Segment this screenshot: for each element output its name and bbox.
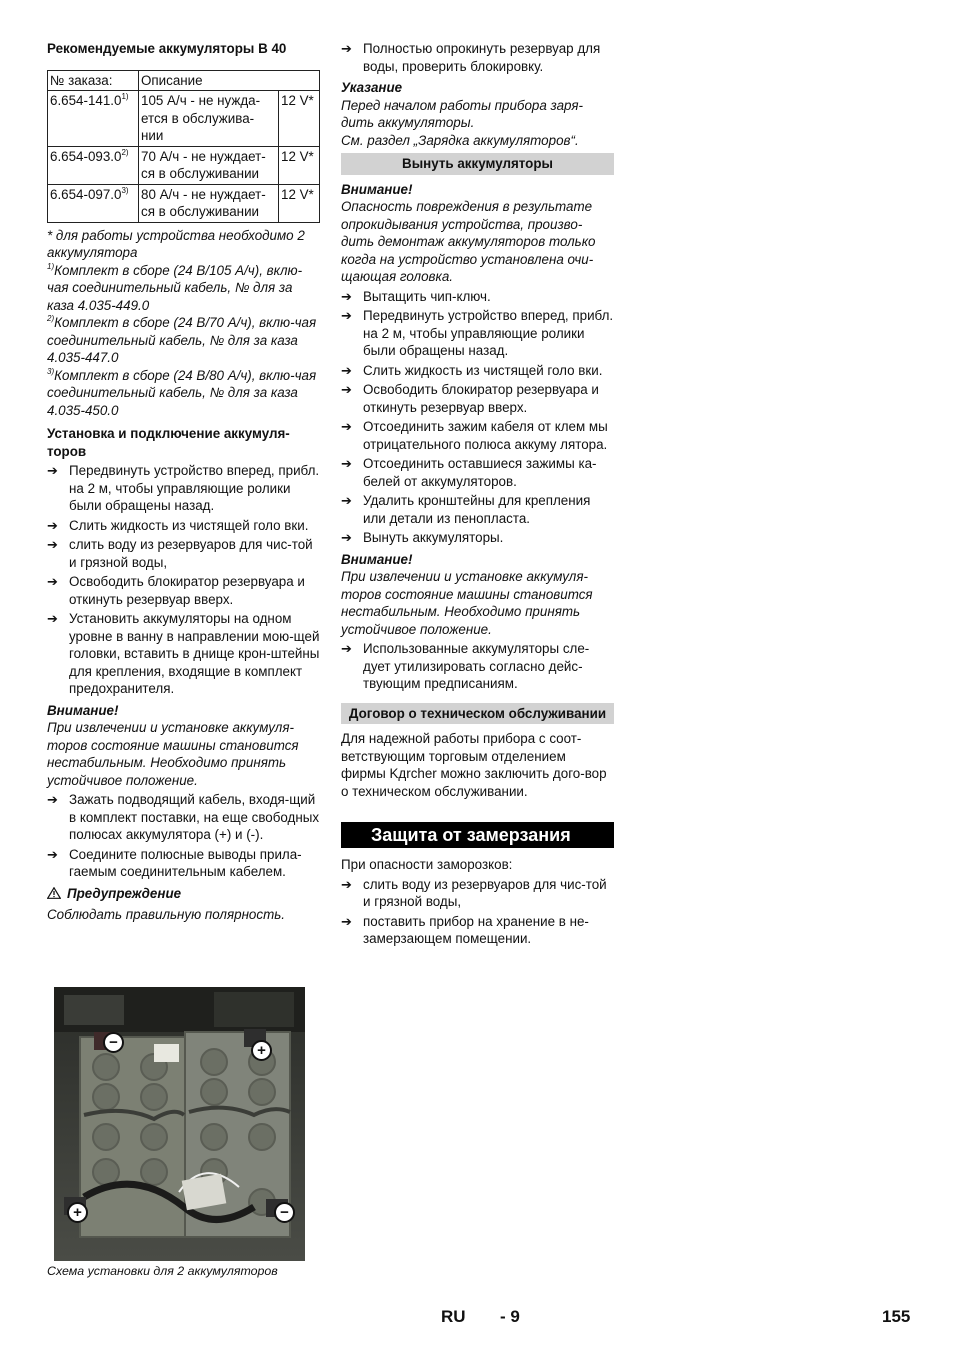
arrow-icon: ➔ xyxy=(341,41,352,56)
note-label: Указание xyxy=(341,80,403,95)
list-item: ➔ Передвинуть устройство вперед, прибл. на 2 м, чтобы управляющие ролики были обращены назад. xyxy=(47,463,320,513)
arrow-icon: ➔ xyxy=(47,792,58,807)
arrow-icon: ➔ xyxy=(341,362,352,378)
table-title: Рекомендуемые аккумуляторы B 40 xyxy=(47,41,287,56)
battery-installation-photo xyxy=(54,987,305,1261)
battery-table xyxy=(47,70,320,223)
minus-terminal-marker: − xyxy=(103,1032,124,1053)
arrow-icon: ➔ xyxy=(47,846,58,862)
service-contract-heading: Договор о техническом обслуживании xyxy=(341,703,614,725)
plus-terminal-marker: + xyxy=(251,1040,272,1061)
list-item: ➔ Слить жидкость из чистящей голо вки. xyxy=(341,362,603,378)
attention-text: При извлечении и установке аккумуля-торов состояние машины становится нестабильным. Необходимо принять устойчивое положение. xyxy=(47,720,299,788)
note-text: Перед началом работы прибора заря-дить аккумуляторы. xyxy=(341,97,583,130)
voltage-cell: 12 V* xyxy=(279,91,320,147)
arrow-icon: ➔ xyxy=(341,419,352,434)
arrow-icon: ➔ xyxy=(47,611,58,626)
list-item: ➔ Зажать подводящий кабель, входя-щий в комплект поставки, на еще свободных полюсах аккумулятора (+) и (-). xyxy=(47,792,320,842)
photo-caption: Схема установки для 2 аккумуляторов xyxy=(47,1264,278,1278)
table-row xyxy=(48,184,320,222)
arrow-icon: ➔ xyxy=(341,641,352,656)
attention-text: При извлечении и установке аккумуля-торов состояние машины становится нестабильным. Необходимо принять устойчивое положение. xyxy=(341,569,593,637)
order-number: 6.654-097.0 xyxy=(50,186,122,202)
table-row xyxy=(48,91,320,147)
list-item: ➔ Отсоединить зажим кабеля от клем мы отрицательного полюса аккуму лятора. xyxy=(341,419,608,452)
list-item: ➔ Отсоединить оставшиеся зажимы ка-белей от аккумуляторов. xyxy=(341,456,597,489)
list-item: ➔ поставить прибор на хранение в не-замерзающем помещении. xyxy=(341,913,589,946)
list-item: ➔ Использованные аккумуляторы сле-дует утилизировать согласно дейс-твующим предписаниям. xyxy=(341,641,590,691)
arrow-icon: ➔ xyxy=(47,517,58,533)
description-cell: 70 А/ч - не нуждает-ся в обслуживании xyxy=(139,146,279,184)
list-item: ➔ Вытащить чип-ключ. xyxy=(341,288,491,304)
footnote: $^{3)}$Комплект в сборе (24 В/80 А/ч), вклю-чая соединительный кабель, № для за каза 4.035-450.0 xyxy=(47,366,317,418)
list-item: ➔ Слить жидкость из чистящей голо вки. xyxy=(47,517,309,533)
list-item: ➔ Удалить кронштейны для крепления или детали из пенопласта. xyxy=(341,493,591,526)
arrow-icon: ➔ xyxy=(47,574,58,589)
list-item: ➔ Вынуть аккумуляторы. xyxy=(341,530,504,545)
footnote-ref: 2) xyxy=(121,147,129,157)
attention-label: Внимание! xyxy=(341,551,413,567)
arrow-icon: ➔ xyxy=(47,537,58,552)
arrow-icon: ➔ xyxy=(47,463,58,478)
header-description: Описание xyxy=(139,70,320,91)
attention-label: Внимание! xyxy=(47,702,119,718)
list-item: ➔ Установить аккумуляторы на одном уровне в ванну в направлении мою-щей головки, вставить в днище крон-штейны для крепления, входящие в комплект предохранителя. xyxy=(47,611,320,696)
list-item: ➔ Освободить блокиратор резервуара и откинуть резервуар вверх. xyxy=(341,382,599,415)
header-order: № заказа: xyxy=(48,70,139,91)
list-item: ➔ Полностью опрокинуть резервуар для воды, проверить блокировку. xyxy=(341,41,601,74)
arrow-icon: ➔ xyxy=(341,530,352,545)
footnote-ref: 1) xyxy=(121,92,129,101)
battery-photo-drawing xyxy=(54,987,305,1261)
voltage-cell: 12 V* xyxy=(279,146,320,184)
order-number: 6.654-141.0 xyxy=(50,93,122,108)
arrow-icon: ➔ xyxy=(341,308,352,323)
list-item: ➔ слить воду из резервуаров для чис-той и грязной воды, xyxy=(341,876,607,909)
warning-text: Соблюдать правильную полярность. xyxy=(47,907,285,922)
list-item: ➔ Освободить блокиратор резервуара и откинуть резервуар вверх. xyxy=(47,574,305,607)
plus-terminal-marker: + xyxy=(67,1202,88,1223)
right-column xyxy=(341,40,614,948)
arrow-icon: ➔ xyxy=(341,876,352,892)
arrow-icon: ➔ xyxy=(341,288,352,304)
order-number: 6.654-093.0 xyxy=(50,148,122,164)
warning-heading: Предупреждение xyxy=(47,885,320,903)
attention-label: Внимание! xyxy=(341,181,413,197)
frost-protection-heading: Защита от замерзания xyxy=(341,822,614,848)
attention-text: Опасность повреждения в результате опрокидывания устройства, произво-дить демонтаж аккумуляторов только когда на устройство установлена очи-щающая головка. xyxy=(341,199,596,284)
arrow-icon: ➔ xyxy=(341,456,352,471)
remove-batteries-heading: Вынуть аккумуляторы xyxy=(341,153,614,175)
list-item: ➔ слить воду из резервуаров для чис-той и грязной воды, xyxy=(47,537,313,570)
list-item: ➔ Соедините полюсные выводы прила-гаемым соединительным кабелем. xyxy=(47,846,302,879)
footer-language: RU xyxy=(441,1307,466,1326)
footer-section-page: - 9 xyxy=(500,1307,520,1326)
description-cell: 80 А/ч - не нуждает-ся в обслуживании xyxy=(139,184,279,222)
list-item: ➔ Передвинуть устройство вперед, прибл. на 2 м, чтобы управляющие ролики были обращены назад. xyxy=(341,308,614,358)
arrow-icon: ➔ xyxy=(341,382,352,397)
arrow-icon: ➔ xyxy=(341,493,352,508)
note-star: * для работы устройства необходимо 2 аккумулятора xyxy=(47,227,305,260)
note-text-ref: См. раздел „Зарядка аккумуляторов“. xyxy=(341,132,579,148)
arrow-icon: ➔ xyxy=(341,913,352,929)
table-header-row xyxy=(48,70,320,91)
warning-triangle-icon xyxy=(47,887,61,899)
install-title: Установка и подключение аккумуля-торов xyxy=(47,426,290,459)
service-contract-text: Для надежной работы прибора с соот-ветствующим торговым отделением фирмы Kдrcher можно заключить дого-вор о техническом обслуживании. xyxy=(341,731,607,799)
page-number: 155 xyxy=(882,1307,911,1326)
description-cell: 105 А/ч - не нужда-ется в обслужива-нии xyxy=(139,91,279,147)
footnote: $^{1)}$Комплект в сборе (24 В/105 А/ч), вклю-чая соединительный кабель, № для за каза 4.035-449.0 xyxy=(47,261,303,313)
footnote-ref: 3) xyxy=(121,185,129,195)
footnote: $^{2)}$Комплект в сборе (24 В/70 А/ч), вклю-чая соединительный кабель, № для за каза 4.035-447.0 xyxy=(47,314,317,365)
voltage-cell: 12 V* xyxy=(279,184,320,222)
frost-intro: При опасности заморозков: xyxy=(341,857,513,872)
left-column xyxy=(47,40,320,924)
table-row xyxy=(48,146,320,184)
minus-terminal-marker: − xyxy=(274,1202,295,1223)
